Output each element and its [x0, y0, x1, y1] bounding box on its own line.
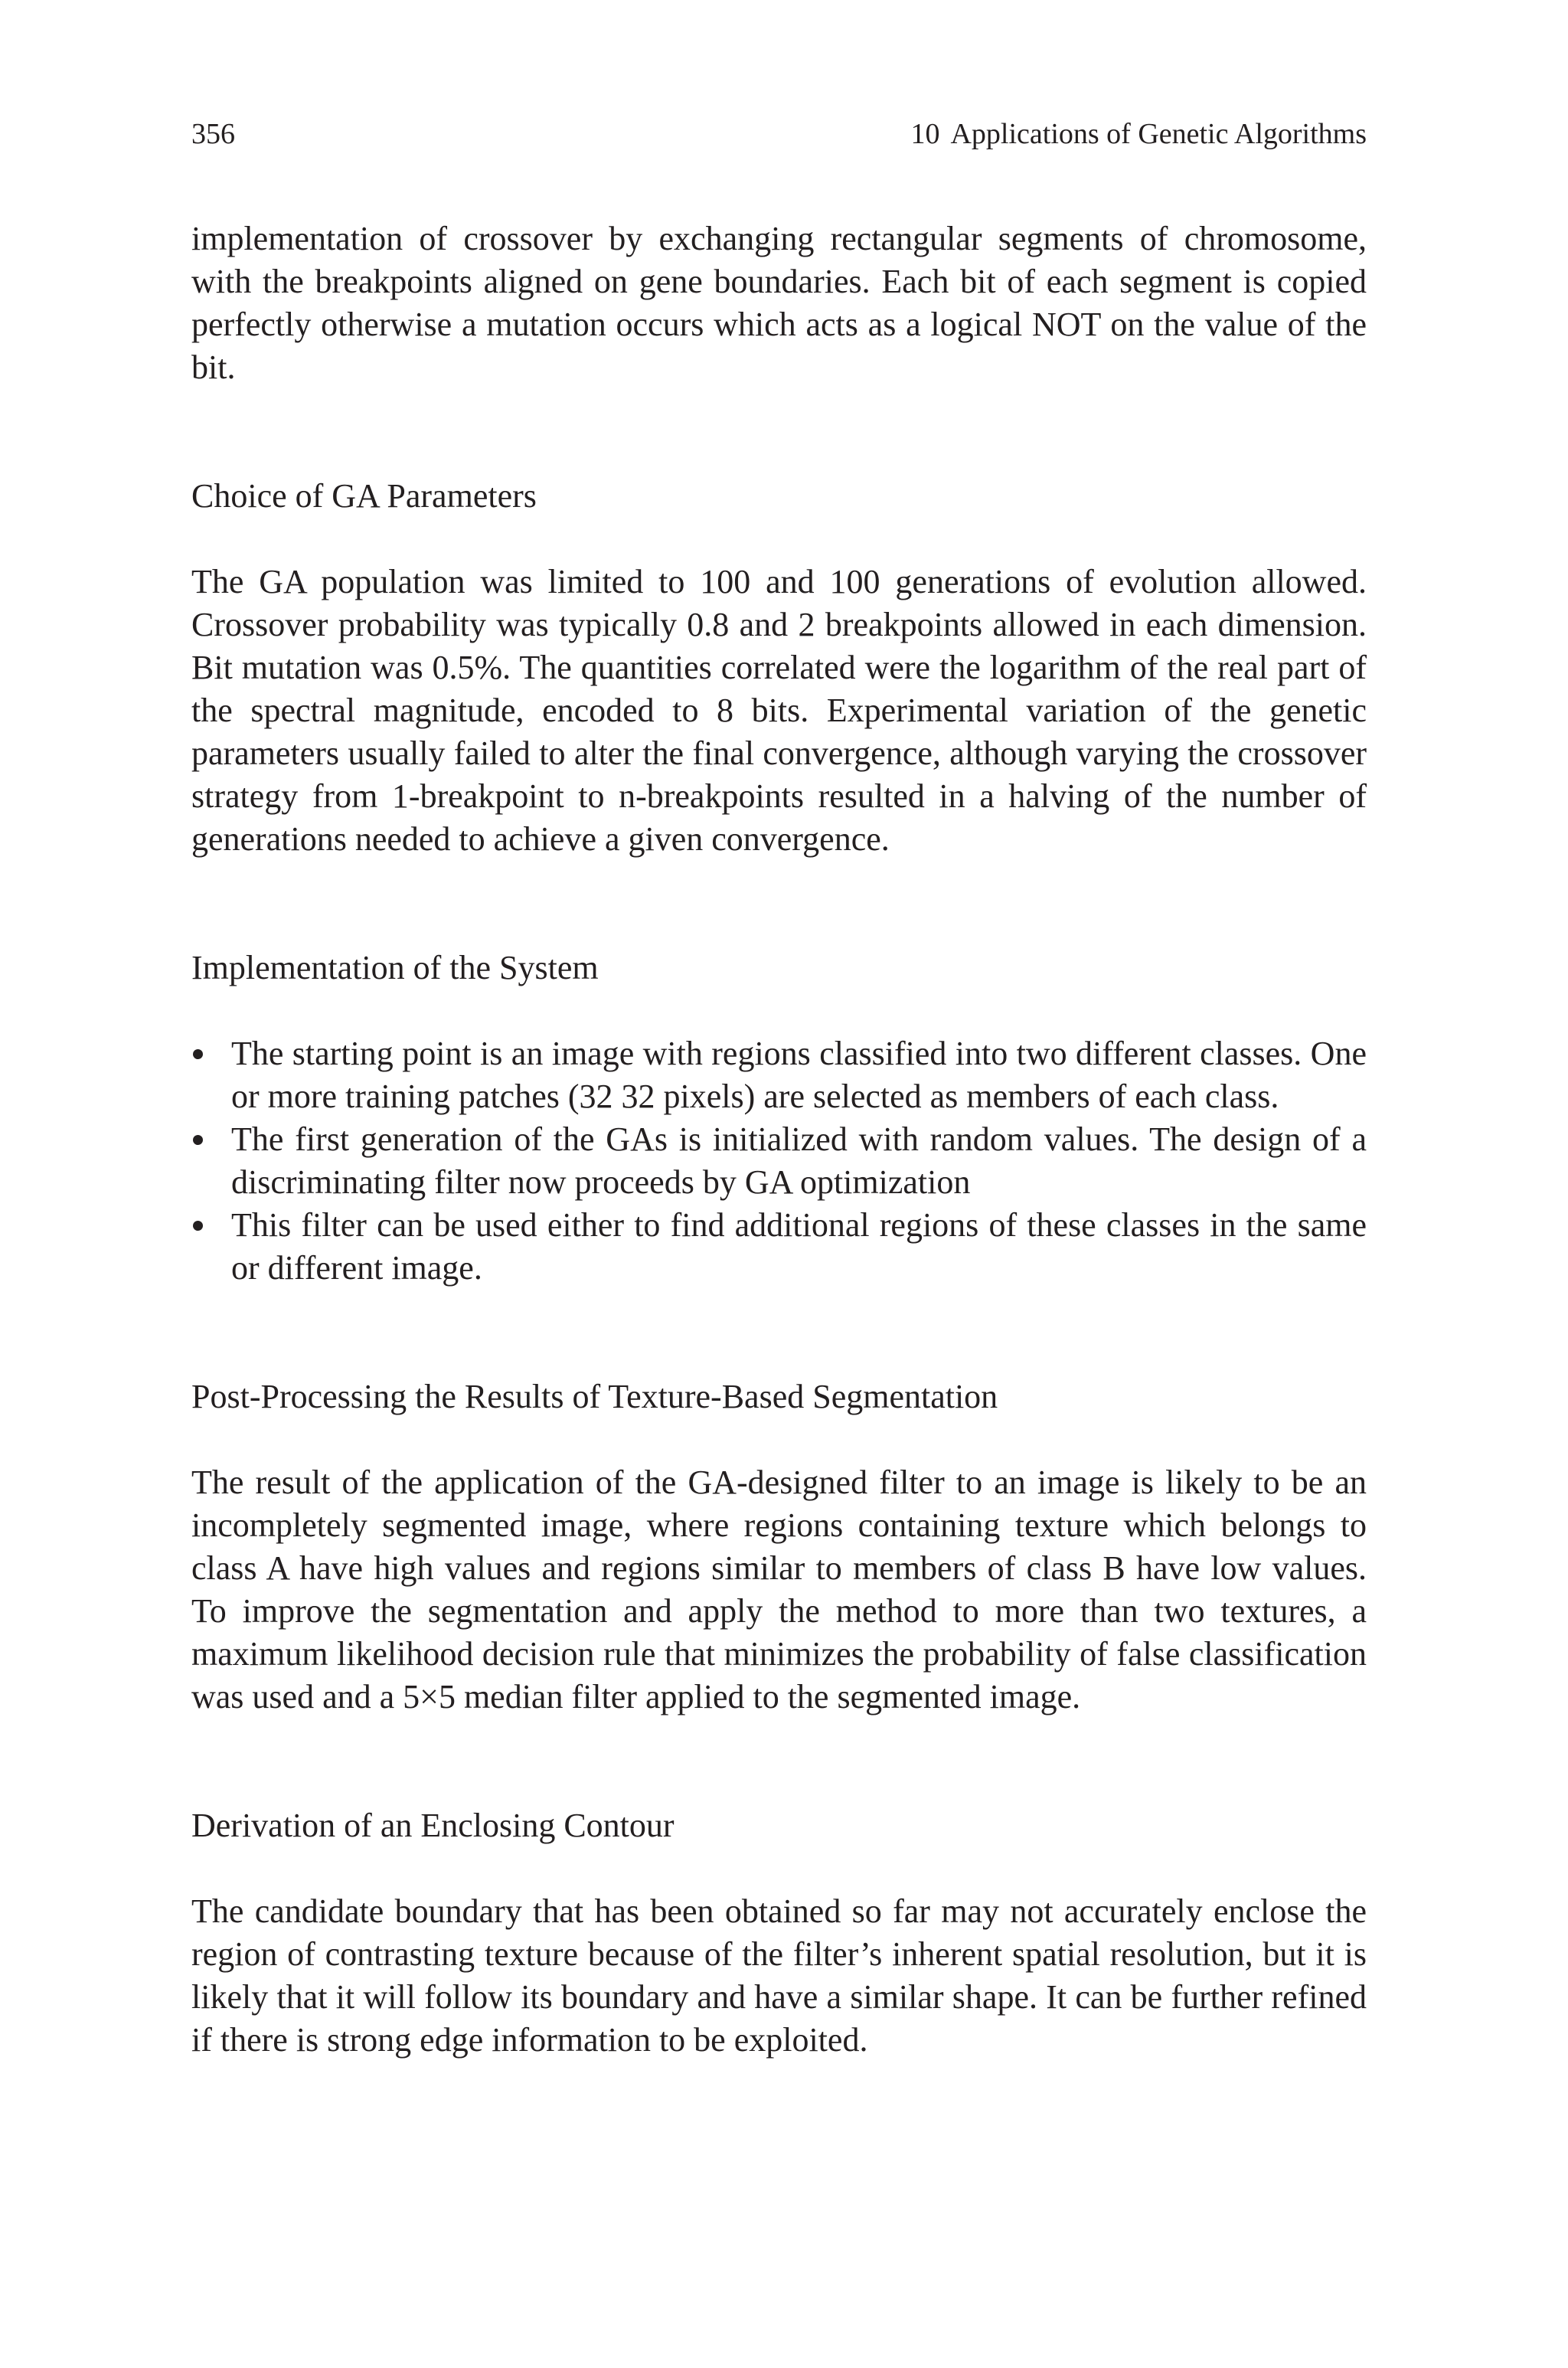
section-paragraph-enclosing-contour: The candidate boundary that has been obtained so far may not accurately enclose the region of contrasting texture because of the filter’s inherent spatial resolution, but it is likely that it will follow its boundary and have a similar shape. It can be further refined if there is strong edge information to be exploited.: [191, 1892, 1367, 2059]
page-content: [191, 218, 1367, 2062]
bullet-icon: [193, 1135, 203, 1145]
list-item-text: The first generation of the GAs is initialized with random values. The design of a discriminating filter now proceeds by GA optimization: [231, 1120, 1367, 1201]
section-heading-ga-parameters: Choice of GA Parameters: [191, 477, 537, 515]
list-item: [191, 1204, 1367, 1290]
chapter-heading: [910, 115, 1367, 153]
section-paragraph-post-processing: The result of the application of the GA-designed filter to an image is likely to be an incompletely segmented image, where regions containing texture which belongs to class A have high values and regions similar to members of class B have low values. To improve the segmentation and apply the method to more than two textures, a maximum likelihood decision rule that minimizes the probability of false classification was used and a 5×5 median filter applied to the segmented image.: [191, 1464, 1367, 1715]
intro-paragraph: implementation of crossover by exchanging rectangular segments of chromosome, with the breakpoints aligned on gene boundaries. Each bit of each segment is copied perfectly otherwise a mutation occurs which acts as a logical NOT on the value of the bit.: [191, 220, 1367, 386]
list-item-text: This filter can be used either to find additional regions of these classes in the same or different image.: [231, 1206, 1367, 1287]
page-number: 356: [191, 118, 235, 150]
bullet-icon: [193, 1221, 203, 1231]
list-item-text: The starting point is an image with regions classified into two different classes. One or more training patches (32 32 pixels) are selected as members of each class.: [231, 1035, 1367, 1115]
list-item: [191, 1032, 1367, 1118]
chapter-title: Applications of Genetic Algorithms: [950, 118, 1367, 150]
bullet-list: [191, 1032, 1367, 1290]
section-heading-implementation: Implementation of the System: [191, 949, 599, 986]
section-paragraph-ga-parameters: The GA population was limited to 100 and 100 generations of evolution allowed. Crossover probability was typically 0.8 and 2 breakpoints allowed in each dimension. Bit mutation was 0.5%. The quantities correlated were the logarithm of the real part of the spectral magnitude, encoded to 8 bits. Experimental variation of the genetic parameters usually failed to alter the final convergence, although varying the crossover strategy from 1-breakpoint to n-breakpoints resulted in a halving of the number of generations needed to achieve a given convergence.: [191, 563, 1367, 858]
list-item: [191, 1118, 1367, 1204]
section-heading-post-processing: Post-Processing the Results of Texture-Based Segmentation: [191, 1378, 998, 1415]
book-page: [191, 115, 1367, 2062]
bullet-icon: [193, 1049, 203, 1059]
chapter-number: 10: [910, 118, 940, 150]
running-head: [191, 115, 1367, 153]
section-heading-enclosing-contour: Derivation of an Enclosing Contour: [191, 1807, 675, 1844]
